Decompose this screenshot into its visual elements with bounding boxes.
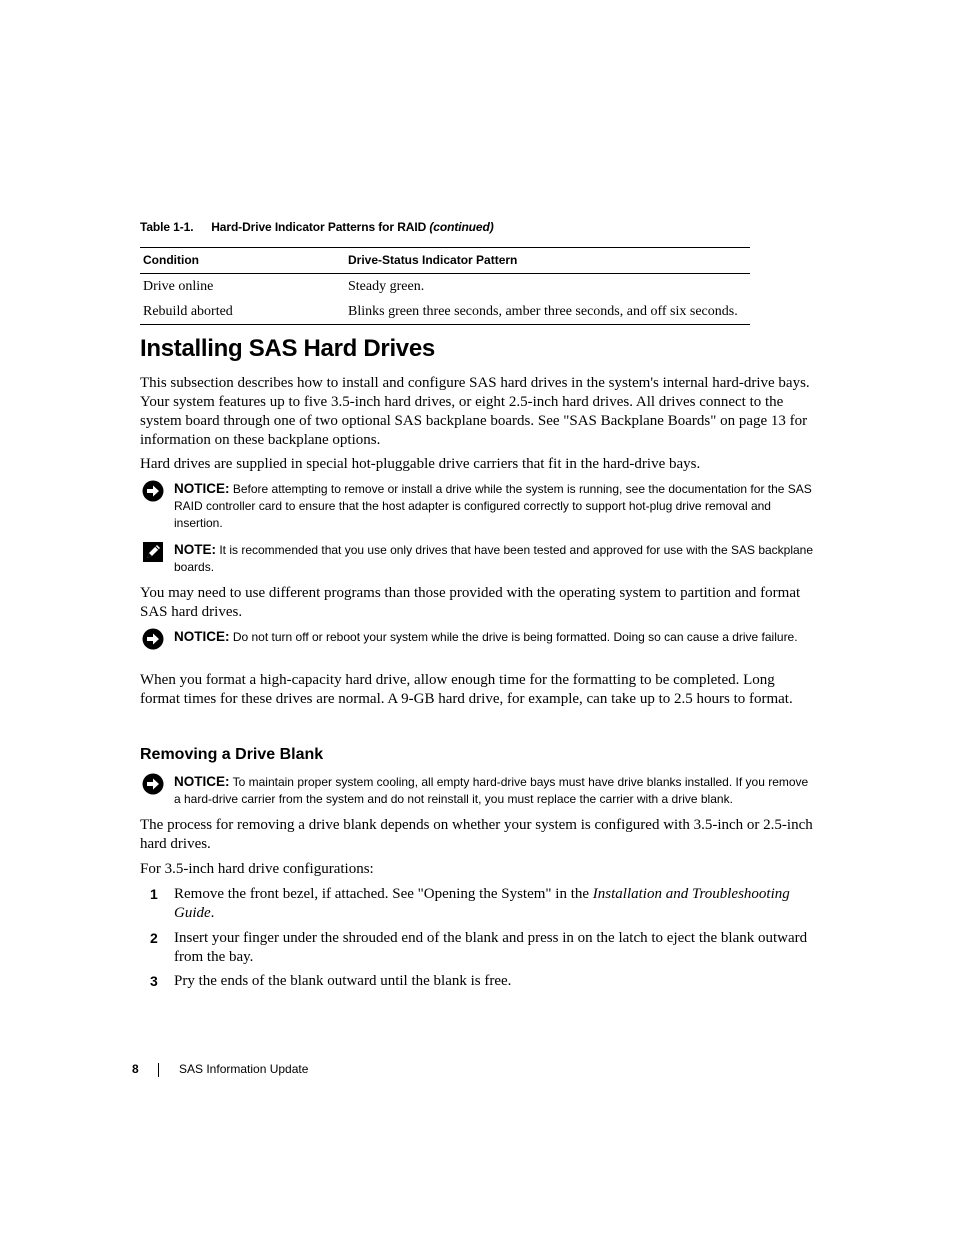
subsection-heading: Removing a Drive Blank — [140, 746, 324, 763]
body-paragraph: This subsection describes how to install and configure SAS hard drives in the system's internal hard-drive bays. Your system features up to five 3.5-inch hard drives, or eight 2.5-inch hard drives. All drives connect to the system board through one of two optional SAS backplane boards. See "SAS Backplane Boards" on page 13 for information on these backplane options. — [140, 375, 810, 448]
table-caption-title: Hard-Drive Indicator Patterns for RAID — [211, 220, 427, 234]
list-item — [140, 972, 815, 991]
notice-text: Do not turn off or reboot your system while the drive is being formatted. Doing so can cause a drive failure. — [229, 630, 798, 644]
table-caption-suffix: (continued) — [429, 220, 494, 234]
notice-arrow-icon — [142, 628, 164, 650]
footer-divider — [158, 1063, 159, 1077]
footer-title: SAS Information Update — [179, 1062, 309, 1076]
notice-callout — [140, 773, 815, 808]
notice-text: To maintain proper system cooling, all empty hard-drive bays must have drive blanks installed. If you remove a hard-drive carrier from the system and do not reinstall it, you must replace the carrier with a drive blank. — [174, 775, 809, 806]
table-caption — [140, 220, 494, 234]
notice-callout — [140, 628, 815, 646]
step-number: 3 — [150, 973, 158, 989]
notice-label: NOTICE: — [174, 774, 230, 789]
list-item — [140, 929, 815, 967]
step-text-end: . — [210, 905, 215, 921]
table-caption-number: Table 1-1. — [140, 220, 194, 234]
step-text: Insert your finger under the shrouded end of the blank and press in on the latch to eject the blank outward from the bay. — [174, 930, 808, 965]
notice-label: NOTICE: — [174, 481, 230, 496]
table-cell-pattern: Blinks green three seconds, amber three seconds, and off six seconds. — [345, 299, 750, 325]
notice-callout — [140, 480, 815, 532]
step-guide-title: Installation and Troubleshooting Guide — [174, 886, 790, 921]
note-label: NOTE: — [174, 542, 216, 557]
column-header-condition: Condition — [140, 248, 345, 274]
table-cell-condition: Rebuild aborted — [140, 299, 345, 325]
body-paragraph: The process for removing a drive blank depends on whether your system is configured with 3.5-inch or 2.5-inch hard drives. — [140, 817, 813, 852]
indicator-table — [140, 247, 750, 325]
step-number: 1 — [150, 886, 158, 902]
body-paragraph: When you format a high-capacity hard drive, allow enough time for the formatting to be completed. Long format times for these drives are normal. A 9-GB hard drive, for example, can take up to 2.5 hours to format. — [140, 672, 793, 707]
body-paragraph: Hard drives are supplied in special hot-pluggable drive carriers that fit in the hard-drive bays. — [140, 456, 701, 472]
table-cell-condition: Drive online — [143, 278, 214, 294]
note-callout — [140, 541, 815, 576]
section-heading: Installing SAS Hard Drives — [140, 335, 435, 362]
note-text: It is recommended that you use only drives that have been tested and approved for use with the SAS backplane boards. — [174, 543, 814, 574]
table-row — [140, 274, 750, 300]
table-header-row — [140, 248, 750, 274]
body-paragraph: For 3.5-inch hard drive configurations: — [140, 861, 374, 877]
body-paragraph: You may need to use different programs than those provided with the operating system to partition and format SAS hard drives. — [140, 585, 801, 620]
notice-arrow-icon — [142, 480, 164, 502]
notice-text: Before attempting to remove or install a drive while the system is running, see the documentation for the SAS RAID controller card to ensure that the host adapter is configured correctly to support hot-plug drive removal and insertion. — [174, 482, 812, 530]
notice-label: NOTICE: — [174, 629, 230, 644]
notice-arrow-icon — [142, 773, 164, 795]
step-number: 2 — [150, 930, 158, 946]
column-header-pattern: Drive-Status Indicator Pattern — [345, 248, 750, 274]
page-number: 8 — [132, 1062, 139, 1076]
note-pencil-icon — [142, 541, 164, 563]
step-text: Remove the front bezel, if attached. See "Opening the System" in the — [174, 886, 593, 902]
list-item — [140, 885, 815, 923]
table-row — [140, 299, 750, 325]
table-cell-pattern: Steady green. — [348, 278, 425, 294]
step-text: Pry the ends of the blank outward until the blank is free. — [174, 973, 512, 989]
